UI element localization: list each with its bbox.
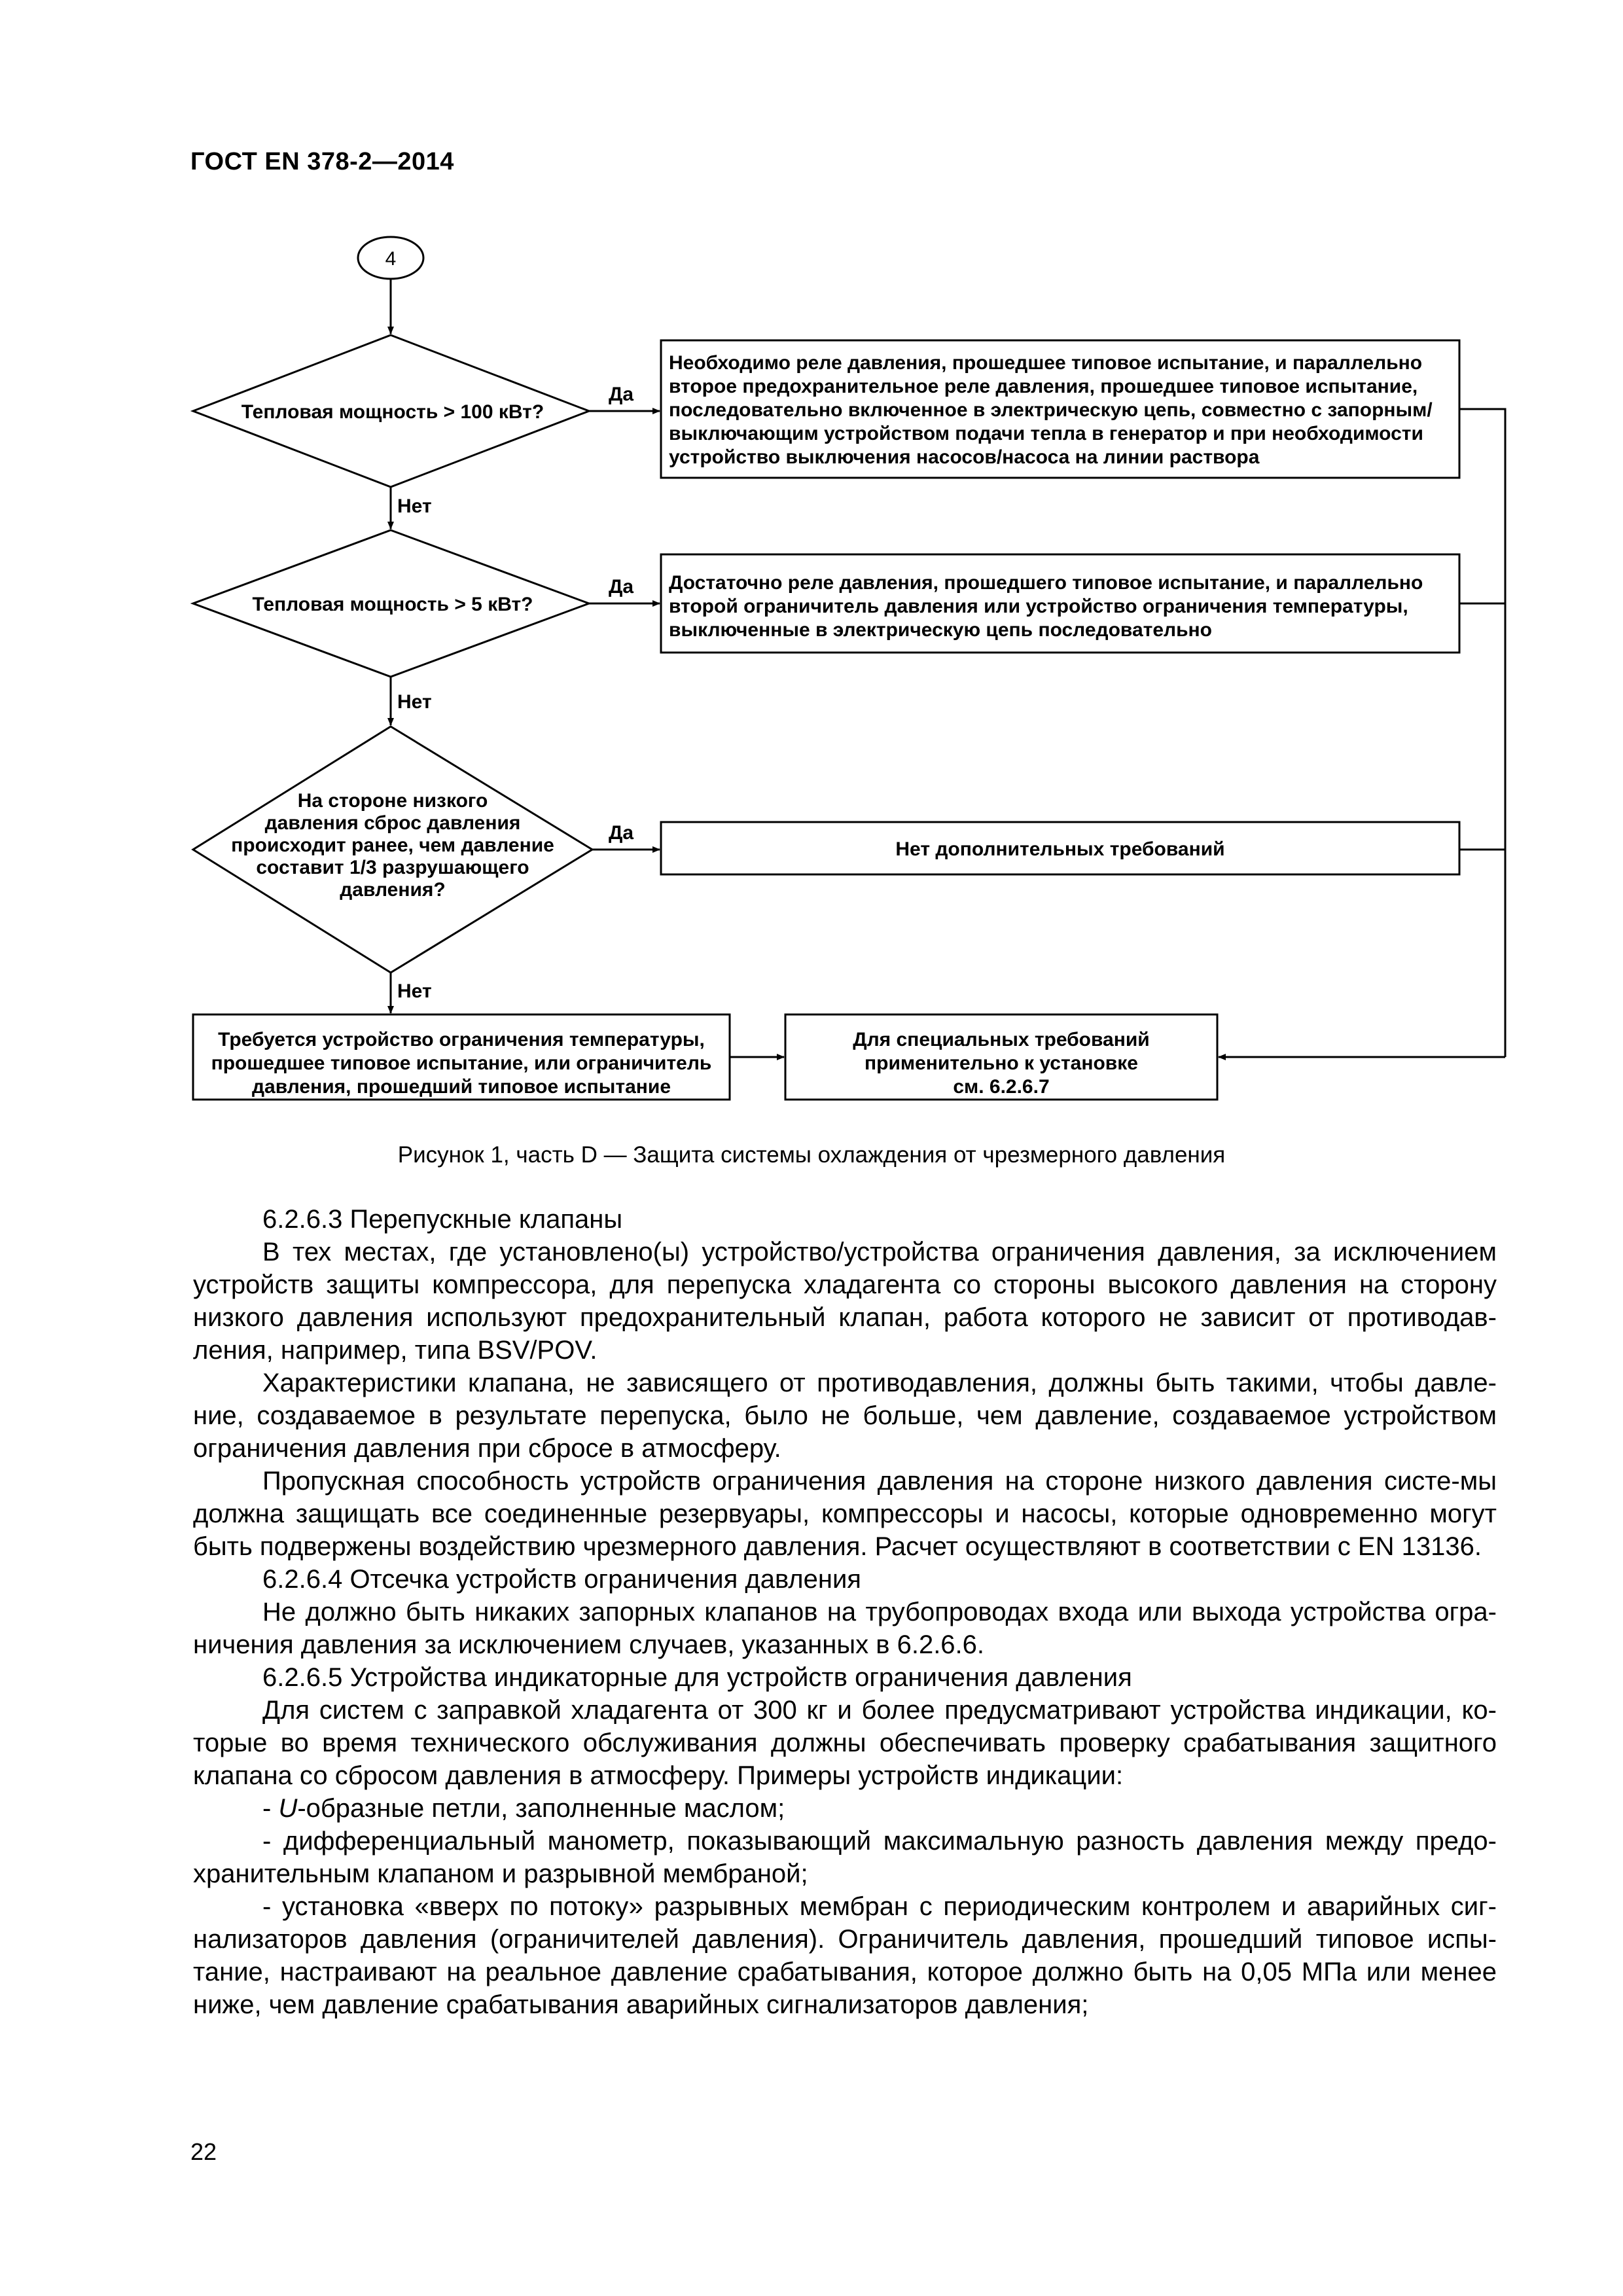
- decision1-label: Тепловая мощность > 100 кВт?: [241, 401, 544, 423]
- paragraph: Характеристики клапана, не зависящего от противодавления, должны быть такими, чтобы давле-ние, создаваемое в результате перепуска, было не больше, чем давление, создаваемое устройством ограничения давления при сбросе в атмосферу.: [193, 1369, 1497, 1463]
- paragraph: Для систем с заправкой хладагента от 300 кг и более предусматривают устройства индикации, ко-торые во время технического обслуживания должны обеспечивать проверку срабатывания защитного клапана со сбросом давления в атмосферу. Примеры устройств индикации:: [193, 1696, 1497, 1790]
- decision3-label-line: На стороне низкого: [297, 790, 488, 812]
- box3-label: Нет дополнительных требований: [895, 838, 1225, 860]
- no-label: Нет: [397, 980, 432, 1002]
- box4-line: Требуется устройство ограничения температуры,: [218, 1029, 705, 1050]
- box2-line: выключенные в электрическую цепь последовательно: [669, 619, 1212, 641]
- list-item: - дифференциальный манометр, показывающий максимальную разность давления между предо-хранительным клапаном и разрывной мембраной;: [193, 1827, 1497, 1888]
- box1-line: последовательно включенное в электрическую цепь, совместно с запорным/: [669, 399, 1433, 421]
- box2-line: второй ограничитель давления или устройство ограничения температуры,: [669, 596, 1408, 617]
- decision3-label-line: составит 1/3 разрушающего: [256, 857, 529, 878]
- no-label: Нет: [397, 495, 432, 517]
- section-title: 6.2.6.5 Устройства индикаторные для устройств ограничения давления: [262, 1663, 1132, 1692]
- box4-line: прошедшее типовое испытание, или ограничитель: [211, 1052, 712, 1074]
- page-number: 22: [190, 2138, 217, 2165]
- no-label: Нет: [397, 691, 432, 713]
- yes-label: Да: [609, 822, 634, 844]
- figure-caption: Рисунок 1, часть D — Защита системы охлаждения от чрезмерного давления: [397, 1142, 1226, 1168]
- yes-label: Да: [609, 384, 634, 405]
- box1-line: выключающим устройством подачи тепла в генератор и при необходимости: [669, 423, 1423, 444]
- list-item: - установка «вверх по потоку» разрывных мембран с периодическим контролем и аварийных сиг-нализаторов давления (ограничителей давления). Ограничитель давления, прошедший типовое испы-тание, настраивают на реальное давление срабатывания, которое должно быть на 0,05 МПа или менее ниже, чем давление срабатывания аварийных сигнализаторов давления;: [193, 1892, 1497, 2019]
- box2-line: Достаточно реле давления, прошедшего типовое испытание, и параллельно: [669, 572, 1423, 594]
- box1-line: устройство выключения насосов/насоса на линии раствора: [669, 446, 1260, 468]
- box1-line: Необходимо реле давления, прошедшее типовое испытание, и параллельно: [669, 352, 1423, 374]
- list-italic-letter: U: [278, 1794, 298, 1823]
- flowchart: [0, 0, 1623, 1126]
- box5-line: применительно к установке: [865, 1052, 1138, 1074]
- decision3-label-line: происходит ранее, чем давление: [231, 834, 554, 856]
- list-item: [193, 1792, 1497, 1825]
- box1-line: второе предохранительное реле давления, прошедшее типовое испытание,: [669, 376, 1418, 397]
- document-header: ГОСТ EN 378-2—2014: [190, 148, 454, 175]
- connector-label: 4: [385, 248, 397, 270]
- decision3-label-line: давления?: [340, 879, 446, 901]
- decision3-label-line: давления сброс давления: [264, 812, 521, 834]
- body-text: [193, 1203, 1497, 2021]
- box5-line: см. 6.2.6.7: [953, 1076, 1050, 1098]
- section-title: 6.2.6.4 Отсечка устройств ограничения давления: [262, 1565, 861, 1594]
- list-dash: -: [262, 1794, 279, 1823]
- list-text: -образные петли, заполненные маслом;: [297, 1794, 785, 1823]
- section-title: 6.2.6.3 Перепускные клапаны: [262, 1205, 623, 1234]
- paragraph: Не должно быть никаких запорных клапанов на трубопроводах входа или выхода устройства огра-ничения давления за исключением случаев, указанных в 6.2.6.6.: [193, 1598, 1497, 1659]
- paragraph: Пропускная способность устройств ограничения давления на стороне низкого давления систе-мы должна защищать все соединенные резервуары, компрессоры и насосы, которые одновременно могут быть подвержены воздействию чрезмерного давления. Расчет осуществляют в соответствии с EN 13136.: [193, 1467, 1497, 1561]
- box5-line: Для специальных требований: [853, 1029, 1150, 1050]
- flow-connector: [1459, 409, 1505, 1057]
- yes-label: Да: [609, 576, 634, 598]
- decision2-label: Тепловая мощность > 5 кВт?: [252, 594, 533, 615]
- box4-line: давления, прошедший типовое испытание: [251, 1076, 671, 1098]
- paragraph: В тех местах, где установлено(ы) устройство/устройства ограничения давления, за исключением устройств защиты компрессора, для перепуска хладагента со стороны высокого давления на сторону низкого давления используют предохранительный клапан, работа которого не зависит от противодав-ления, например, типа BSV/POV.: [193, 1238, 1497, 1365]
